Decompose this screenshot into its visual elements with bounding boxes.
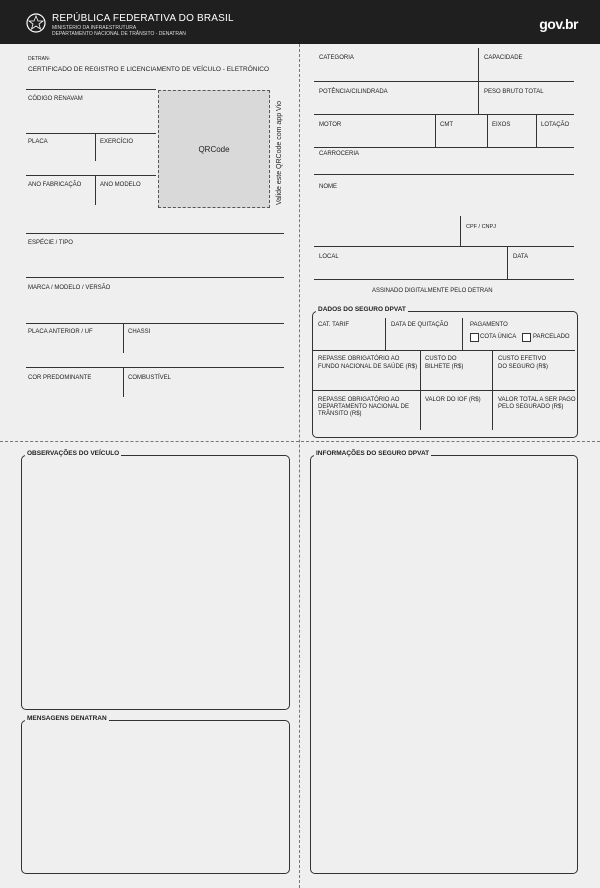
divider <box>123 367 124 397</box>
cat-tarif-label: CAT. TARIF <box>318 322 350 328</box>
parcelado-label: PARCELADO <box>533 334 570 340</box>
valor-iof-label: VALOR DO IOF (R$) <box>425 397 481 403</box>
divider <box>26 323 284 324</box>
cor-label: COR PREDOMINANTE <box>28 375 92 381</box>
custo-efetivo-label-1: CUSTO EFETIVO <box>498 356 547 362</box>
informacoes-box <box>310 455 578 874</box>
certificate-title: CERTIFICADO DE REGISTRO E LICENCIAMENTO DE VEÍCULO - ELETRÔNICO <box>28 66 270 73</box>
placa-label: PLACA <box>28 139 48 145</box>
divider <box>492 350 493 390</box>
custo-efetivo-label-2: DO SEGURO (R$) <box>498 364 549 370</box>
capacidade-label: CAPACIDADE <box>484 55 523 61</box>
govbr-logo: gov.br <box>539 16 578 32</box>
peso-label: PESO BRUTO TOTAL <box>484 89 544 95</box>
divider <box>420 350 421 390</box>
especie-label: ESPÉCIE / TIPO <box>28 240 73 246</box>
divider <box>26 367 284 368</box>
ano-modelo-label: ANO MODELO <box>100 182 141 188</box>
divider <box>26 133 156 134</box>
header-bar <box>0 0 600 44</box>
divider <box>314 81 574 82</box>
republic-title: REPÚBLICA FEDERATIVA DO BRASIL <box>52 13 234 24</box>
parcelado-checkbox[interactable] <box>522 333 531 342</box>
divider <box>123 323 124 353</box>
divider <box>26 89 156 90</box>
divider <box>314 174 574 175</box>
repasse-transito-label-3: TRÂNSITO (R$) <box>318 411 362 417</box>
qrcode-placeholder <box>158 90 270 208</box>
divider <box>313 390 575 391</box>
horizontal-fold-line <box>0 441 600 442</box>
renavam-label: CÓDIGO RENAVAM <box>28 96 83 102</box>
divider <box>420 390 421 430</box>
divider <box>462 318 463 350</box>
observacoes-title: OBSERVAÇÕES DO VEÍCULO <box>27 450 120 457</box>
divider <box>478 81 479 114</box>
local-label: LOCAL <box>319 254 339 260</box>
repasse-saude-label-2: FUNDO NACIONAL DE SAÚDE (R$) <box>318 364 418 370</box>
divider <box>487 114 488 147</box>
cota-unica-label: COTA ÚNICA <box>480 334 517 340</box>
divider <box>492 390 493 430</box>
cota-unica-checkbox[interactable] <box>470 333 479 342</box>
divider <box>95 175 96 205</box>
eixos-label: EIXOS <box>492 122 511 128</box>
divider <box>313 350 575 351</box>
divider <box>26 277 284 278</box>
divider <box>536 114 537 147</box>
divider <box>314 246 574 247</box>
department-name: DEPARTAMENTO NACIONAL DE TRÂNSITO - DENATRAN <box>52 31 186 37</box>
custo-bilhete-label-2: BILHETE (R$) <box>425 364 464 370</box>
chassi-label: CHASSI <box>128 329 151 335</box>
repasse-saude-label-1: REPASSE OBRIGATÓRIO AO <box>318 356 400 362</box>
divider <box>314 114 574 115</box>
data-label: DATA <box>513 254 529 260</box>
cmt-label: CMT <box>440 122 453 128</box>
divider <box>435 114 436 147</box>
lotacao-label: LOTAÇÃO <box>541 122 570 128</box>
custo-bilhete-label-1: CUSTO DO <box>425 356 457 362</box>
qrcode-caption: Valide este QRCode com app Vio <box>276 100 283 205</box>
valor-total-label-2: PELO SEGURADO (R$) <box>498 404 564 410</box>
valor-total-label-1: VALOR TOTAL A SER PAGO <box>498 397 576 403</box>
coat-of-arms-icon <box>26 13 46 33</box>
divider <box>314 147 574 148</box>
divider <box>385 318 386 350</box>
placa-anterior-label: PLACA ANTERIOR / UF <box>28 329 93 335</box>
dpvat-title: DADOS DO SEGURO DPVAT <box>318 306 406 313</box>
repasse-transito-label-2: DEPARTAMENTO NACIONAL DE <box>318 404 410 410</box>
qrcode-label: QRCode <box>198 144 230 154</box>
ano-fabricacao-label: ANO FABRICAÇÃO <box>28 182 82 188</box>
divider <box>478 48 479 81</box>
cpf-label: CPF / CNPJ <box>466 224 496 230</box>
exercicio-label: EXERCÍCIO <box>100 139 134 145</box>
ministry-name: MINISTÉRIO DA INFRAESTRUTURA <box>52 25 137 31</box>
informacoes-title: INFORMAÇÕES DO SEGURO DPVAT <box>316 450 430 457</box>
categoria-label: CATEGORIA <box>319 55 354 61</box>
data-quitacao-label: DATA DE QUITAÇÃO <box>391 322 449 328</box>
dpvat-box <box>312 311 578 438</box>
carroceria-label: CARROCERIA <box>319 151 360 157</box>
mensagens-title: MENSAGENS DENATRAN <box>27 715 107 722</box>
divider <box>507 246 508 279</box>
detran-label: DETRAN- <box>28 56 51 62</box>
vertical-fold-line <box>299 44 300 888</box>
combustivel-label: COMBUSTÍVEL <box>128 375 172 381</box>
mensagens-box <box>21 720 290 874</box>
divider <box>26 233 284 234</box>
signed-label: ASSINADO DIGITALMENTE PELO DETRAN <box>372 288 493 294</box>
potencia-label: POTÊNCIA/CILINDRADA <box>319 89 388 95</box>
divider <box>26 175 156 176</box>
motor-label: MOTOR <box>319 122 342 128</box>
nome-label: NOME <box>319 184 337 190</box>
marca-label: MARCA / MODELO / VERSÃO <box>28 285 111 291</box>
divider <box>460 216 461 246</box>
divider <box>314 279 574 280</box>
pagamento-label: PAGAMENTO <box>470 322 508 328</box>
repasse-transito-label-1: REPASSE OBRIGATÓRIO AO <box>318 397 400 403</box>
divider <box>95 133 96 161</box>
observacoes-box <box>21 455 290 710</box>
